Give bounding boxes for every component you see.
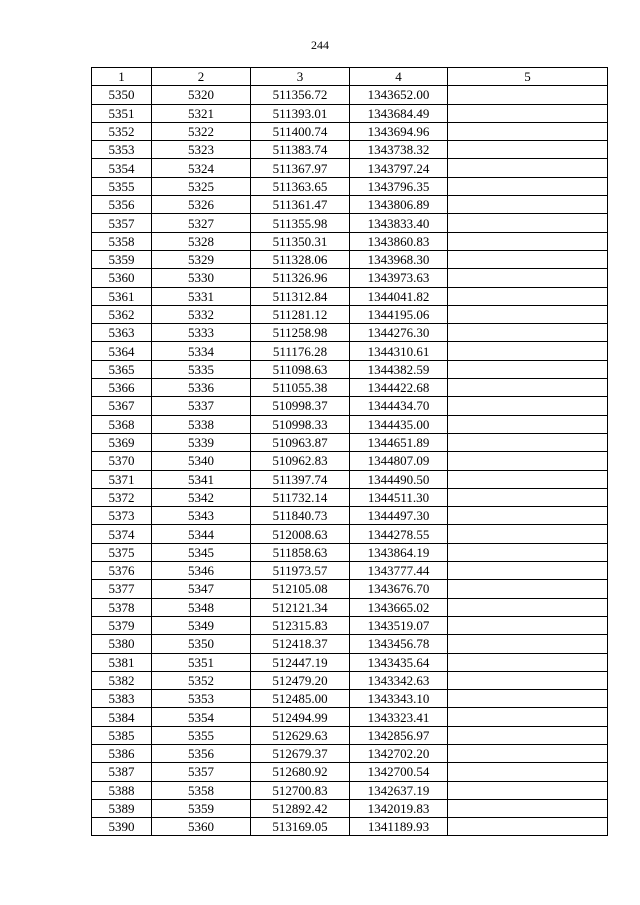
x-coordinate-cell: 511973.57 (251, 562, 350, 580)
x-coordinate-cell: 511258.98 (251, 324, 350, 342)
column-header-3: 3 (251, 68, 350, 86)
table-row (92, 122, 608, 140)
y-coordinate-cell: 1343456.78 (350, 635, 448, 653)
y-coordinate-cell: 1343833.40 (350, 214, 448, 232)
point-number-cell: 5359 (152, 799, 251, 817)
note-cell (448, 598, 608, 616)
y-coordinate-cell: 1342856.97 (350, 726, 448, 744)
table-row (92, 470, 608, 488)
note-cell (448, 159, 608, 177)
point-number-cell: 5354 (152, 708, 251, 726)
y-coordinate-cell: 1343777.44 (350, 562, 448, 580)
point-number-cell: 5333 (152, 324, 251, 342)
x-coordinate-cell: 511383.74 (251, 141, 350, 159)
table-row (92, 86, 608, 104)
point-number-cell: 5350 (152, 635, 251, 653)
point-number-cell: 5349 (152, 616, 251, 634)
x-coordinate-cell: 511363.65 (251, 177, 350, 195)
point-number-cell: 5337 (152, 397, 251, 415)
point-number-cell: 5322 (152, 122, 251, 140)
point-number-cell: 5358 (152, 781, 251, 799)
point-number-cell: 5343 (152, 507, 251, 525)
coordinates-table (91, 67, 608, 836)
note-cell (448, 507, 608, 525)
row-number-cell: 5358 (92, 232, 152, 250)
row-number-cell: 5379 (92, 616, 152, 634)
y-coordinate-cell: 1344497.30 (350, 507, 448, 525)
x-coordinate-cell: 512315.83 (251, 616, 350, 634)
table-row (92, 799, 608, 817)
x-coordinate-cell: 512121.34 (251, 598, 350, 616)
row-number-cell: 5381 (92, 653, 152, 671)
y-coordinate-cell: 1343973.63 (350, 269, 448, 287)
table-row (92, 324, 608, 342)
row-number-cell: 5355 (92, 177, 152, 195)
note-cell (448, 744, 608, 762)
x-coordinate-cell: 511350.31 (251, 232, 350, 250)
table-row (92, 708, 608, 726)
row-number-cell: 5363 (92, 324, 152, 342)
row-number-cell: 5386 (92, 744, 152, 762)
table-row (92, 159, 608, 177)
row-number-cell: 5351 (92, 104, 152, 122)
table-row (92, 415, 608, 433)
point-number-cell: 5356 (152, 744, 251, 762)
table-row (92, 580, 608, 598)
table-row (92, 744, 608, 762)
table-row (92, 635, 608, 653)
note-cell (448, 269, 608, 287)
table-header-row (92, 68, 608, 86)
table-row (92, 562, 608, 580)
note-cell (448, 433, 608, 451)
note-cell (448, 543, 608, 561)
x-coordinate-cell: 511732.14 (251, 488, 350, 506)
column-header-1: 1 (92, 68, 152, 86)
y-coordinate-cell: 1343652.00 (350, 86, 448, 104)
x-coordinate-cell: 512105.08 (251, 580, 350, 598)
x-coordinate-cell: 513169.05 (251, 818, 350, 836)
y-coordinate-cell: 1344435.00 (350, 415, 448, 433)
note-cell (448, 616, 608, 634)
x-coordinate-cell: 512679.37 (251, 744, 350, 762)
note-cell (448, 360, 608, 378)
note-cell (448, 452, 608, 470)
y-coordinate-cell: 1343665.02 (350, 598, 448, 616)
x-coordinate-cell: 511055.38 (251, 379, 350, 397)
x-coordinate-cell: 511400.74 (251, 122, 350, 140)
note-cell (448, 250, 608, 268)
x-coordinate-cell: 511312.84 (251, 287, 350, 305)
y-coordinate-cell: 1344490.50 (350, 470, 448, 488)
page-number: 244 (311, 38, 329, 52)
point-number-cell: 5342 (152, 488, 251, 506)
note-cell (448, 104, 608, 122)
row-number-cell: 5380 (92, 635, 152, 653)
note-cell (448, 415, 608, 433)
x-coordinate-cell: 512418.37 (251, 635, 350, 653)
table-row (92, 452, 608, 470)
row-number-cell: 5370 (92, 452, 152, 470)
table-row (92, 269, 608, 287)
table-row (92, 543, 608, 561)
point-number-cell: 5347 (152, 580, 251, 598)
table-row (92, 726, 608, 744)
point-number-cell: 5339 (152, 433, 251, 451)
y-coordinate-cell: 1343435.64 (350, 653, 448, 671)
point-number-cell: 5327 (152, 214, 251, 232)
y-coordinate-cell: 1344651.89 (350, 433, 448, 451)
table-row (92, 379, 608, 397)
row-number-cell: 5354 (92, 159, 152, 177)
x-coordinate-cell: 511858.63 (251, 543, 350, 561)
x-coordinate-cell: 510998.33 (251, 415, 350, 433)
table-row (92, 488, 608, 506)
y-coordinate-cell: 1344195.06 (350, 305, 448, 323)
y-coordinate-cell: 1342700.54 (350, 763, 448, 781)
table-row (92, 104, 608, 122)
note-cell (448, 122, 608, 140)
row-number-cell: 5390 (92, 818, 152, 836)
point-number-cell: 5352 (152, 671, 251, 689)
note-cell (448, 708, 608, 726)
y-coordinate-cell: 1344276.30 (350, 324, 448, 342)
point-number-cell: 5340 (152, 452, 251, 470)
table-row (92, 690, 608, 708)
row-number-cell: 5373 (92, 507, 152, 525)
note-cell (448, 653, 608, 671)
x-coordinate-cell: 512479.20 (251, 671, 350, 689)
point-number-cell: 5351 (152, 653, 251, 671)
row-number-cell: 5365 (92, 360, 152, 378)
row-number-cell: 5353 (92, 141, 152, 159)
point-number-cell: 5323 (152, 141, 251, 159)
x-coordinate-cell: 512494.99 (251, 708, 350, 726)
table-row (92, 342, 608, 360)
note-cell (448, 214, 608, 232)
note-cell (448, 324, 608, 342)
y-coordinate-cell: 1344422.68 (350, 379, 448, 397)
row-number-cell: 5375 (92, 543, 152, 561)
row-number-cell: 5360 (92, 269, 152, 287)
table-row (92, 818, 608, 836)
row-number-cell: 5357 (92, 214, 152, 232)
table-row (92, 598, 608, 616)
x-coordinate-cell: 510962.83 (251, 452, 350, 470)
table-row (92, 214, 608, 232)
y-coordinate-cell: 1343738.32 (350, 141, 448, 159)
x-coordinate-cell: 512892.42 (251, 799, 350, 817)
table-row (92, 616, 608, 634)
table-row (92, 177, 608, 195)
x-coordinate-cell: 511367.97 (251, 159, 350, 177)
note-cell (448, 177, 608, 195)
x-coordinate-cell: 512700.83 (251, 781, 350, 799)
x-coordinate-cell: 511098.63 (251, 360, 350, 378)
x-coordinate-cell: 512680.92 (251, 763, 350, 781)
x-coordinate-cell: 511356.72 (251, 86, 350, 104)
y-coordinate-cell: 1344807.09 (350, 452, 448, 470)
x-coordinate-cell: 511281.12 (251, 305, 350, 323)
point-number-cell: 5321 (152, 104, 251, 122)
note-cell (448, 305, 608, 323)
table-row (92, 525, 608, 543)
point-number-cell: 5335 (152, 360, 251, 378)
x-coordinate-cell: 510963.87 (251, 433, 350, 451)
note-cell (448, 726, 608, 744)
row-number-cell: 5376 (92, 562, 152, 580)
point-number-cell: 5334 (152, 342, 251, 360)
y-coordinate-cell: 1344434.70 (350, 397, 448, 415)
x-coordinate-cell: 512008.63 (251, 525, 350, 543)
row-number-cell: 5389 (92, 799, 152, 817)
row-number-cell: 5361 (92, 287, 152, 305)
point-number-cell: 5355 (152, 726, 251, 744)
note-cell (448, 488, 608, 506)
row-number-cell: 5372 (92, 488, 152, 506)
x-coordinate-cell: 511393.01 (251, 104, 350, 122)
note-cell (448, 818, 608, 836)
point-number-cell: 5328 (152, 232, 251, 250)
row-number-cell: 5377 (92, 580, 152, 598)
point-number-cell: 5329 (152, 250, 251, 268)
note-cell (448, 690, 608, 708)
y-coordinate-cell: 1343806.89 (350, 196, 448, 214)
y-coordinate-cell: 1343323.41 (350, 708, 448, 726)
x-coordinate-cell: 511361.47 (251, 196, 350, 214)
table-body (92, 86, 608, 836)
note-cell (448, 397, 608, 415)
x-coordinate-cell: 511355.98 (251, 214, 350, 232)
point-number-cell: 5344 (152, 525, 251, 543)
x-coordinate-cell: 511176.28 (251, 342, 350, 360)
row-number-cell: 5384 (92, 708, 152, 726)
note-cell (448, 196, 608, 214)
note-cell (448, 287, 608, 305)
row-number-cell: 5385 (92, 726, 152, 744)
point-number-cell: 5341 (152, 470, 251, 488)
y-coordinate-cell: 1342702.20 (350, 744, 448, 762)
point-number-cell: 5345 (152, 543, 251, 561)
row-number-cell: 5378 (92, 598, 152, 616)
note-cell (448, 379, 608, 397)
table-row (92, 141, 608, 159)
note-cell (448, 86, 608, 104)
table-row (92, 196, 608, 214)
row-number-cell: 5352 (92, 122, 152, 140)
point-number-cell: 5324 (152, 159, 251, 177)
note-cell (448, 580, 608, 598)
row-number-cell: 5382 (92, 671, 152, 689)
y-coordinate-cell: 1343860.83 (350, 232, 448, 250)
note-cell (448, 232, 608, 250)
point-number-cell: 5326 (152, 196, 251, 214)
row-number-cell: 5366 (92, 379, 152, 397)
note-cell (448, 799, 608, 817)
point-number-cell: 5320 (152, 86, 251, 104)
y-coordinate-cell: 1342637.19 (350, 781, 448, 799)
x-coordinate-cell: 510998.37 (251, 397, 350, 415)
note-cell (448, 781, 608, 799)
coordinates-table-container (91, 67, 608, 836)
y-coordinate-cell: 1343684.49 (350, 104, 448, 122)
y-coordinate-cell: 1343676.70 (350, 580, 448, 598)
column-header-5: 5 (448, 68, 608, 86)
point-number-cell: 5348 (152, 598, 251, 616)
table-row (92, 397, 608, 415)
row-number-cell: 5388 (92, 781, 152, 799)
row-number-cell: 5356 (92, 196, 152, 214)
row-number-cell: 5362 (92, 305, 152, 323)
table-row (92, 287, 608, 305)
table-row (92, 232, 608, 250)
note-cell (448, 342, 608, 360)
note-cell (448, 671, 608, 689)
x-coordinate-cell: 511397.74 (251, 470, 350, 488)
row-number-cell: 5350 (92, 86, 152, 104)
y-coordinate-cell: 1344310.61 (350, 342, 448, 360)
row-number-cell: 5368 (92, 415, 152, 433)
y-coordinate-cell: 1343519.07 (350, 616, 448, 634)
y-coordinate-cell: 1344382.59 (350, 360, 448, 378)
row-number-cell: 5369 (92, 433, 152, 451)
y-coordinate-cell: 1343343.10 (350, 690, 448, 708)
y-coordinate-cell: 1343864.19 (350, 543, 448, 561)
note-cell (448, 562, 608, 580)
point-number-cell: 5338 (152, 415, 251, 433)
x-coordinate-cell: 511326.96 (251, 269, 350, 287)
row-number-cell: 5374 (92, 525, 152, 543)
x-coordinate-cell: 512629.63 (251, 726, 350, 744)
y-coordinate-cell: 1343968.30 (350, 250, 448, 268)
note-cell (448, 470, 608, 488)
point-number-cell: 5332 (152, 305, 251, 323)
y-coordinate-cell: 1343796.35 (350, 177, 448, 195)
table-row (92, 781, 608, 799)
x-coordinate-cell: 511840.73 (251, 507, 350, 525)
point-number-cell: 5353 (152, 690, 251, 708)
x-coordinate-cell: 512485.00 (251, 690, 350, 708)
point-number-cell: 5346 (152, 562, 251, 580)
table-row (92, 305, 608, 323)
row-number-cell: 5367 (92, 397, 152, 415)
table-row (92, 671, 608, 689)
point-number-cell: 5331 (152, 287, 251, 305)
y-coordinate-cell: 1343694.96 (350, 122, 448, 140)
column-header-2: 2 (152, 68, 251, 86)
point-number-cell: 5336 (152, 379, 251, 397)
note-cell (448, 525, 608, 543)
point-number-cell: 5357 (152, 763, 251, 781)
point-number-cell: 5325 (152, 177, 251, 195)
row-number-cell: 5371 (92, 470, 152, 488)
x-coordinate-cell: 512447.19 (251, 653, 350, 671)
table-row (92, 763, 608, 781)
note-cell (448, 763, 608, 781)
y-coordinate-cell: 1344041.82 (350, 287, 448, 305)
y-coordinate-cell: 1343797.24 (350, 159, 448, 177)
column-header-4: 4 (350, 68, 448, 86)
row-number-cell: 5364 (92, 342, 152, 360)
y-coordinate-cell: 1344278.55 (350, 525, 448, 543)
y-coordinate-cell: 1344511.30 (350, 488, 448, 506)
table-row (92, 360, 608, 378)
row-number-cell: 5359 (92, 250, 152, 268)
row-number-cell: 5387 (92, 763, 152, 781)
x-coordinate-cell: 511328.06 (251, 250, 350, 268)
y-coordinate-cell: 1341189.93 (350, 818, 448, 836)
y-coordinate-cell: 1342019.83 (350, 799, 448, 817)
y-coordinate-cell: 1343342.63 (350, 671, 448, 689)
note-cell (448, 141, 608, 159)
point-number-cell: 5330 (152, 269, 251, 287)
point-number-cell: 5360 (152, 818, 251, 836)
table-row (92, 653, 608, 671)
table-row (92, 250, 608, 268)
row-number-cell: 5383 (92, 690, 152, 708)
table-row (92, 433, 608, 451)
note-cell (448, 635, 608, 653)
table-row (92, 507, 608, 525)
